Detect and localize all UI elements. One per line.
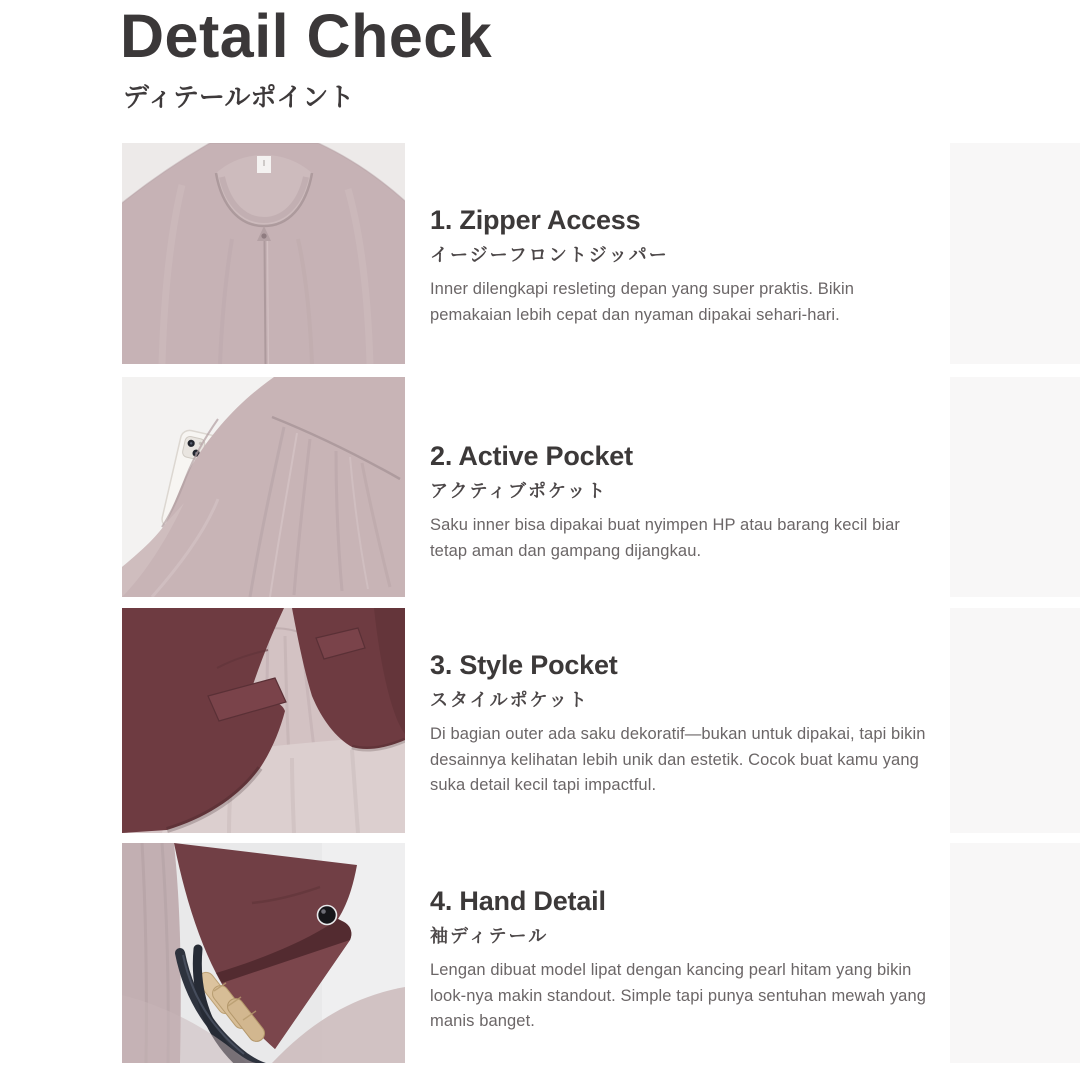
right-edge-strip [950, 377, 1080, 597]
section-heading-japanese: アクティブポケット [430, 481, 608, 502]
section-heading: 2. Active Pocket [430, 441, 633, 471]
right-edge-strip [950, 843, 1080, 1063]
section-description: Di bagian outer ada saku dekoratif—bukan untuk dipakai, tapi bikin desainnya kelihatan lebih unik dan estetik. Cocok buat kamu yang suka detail kecil tapi impactful. [430, 725, 926, 794]
page-subtitle-japanese: ディテールポイント [123, 83, 355, 113]
section-heading: 1. Zipper Access [430, 205, 641, 235]
section-heading-japanese: 袖ディテール [430, 926, 549, 947]
pearl-button [318, 906, 337, 925]
section-heading-japanese: イージーフロントジッパー [430, 245, 669, 266]
section-heading: 3. Style Pocket [430, 650, 618, 680]
right-edge-strip [950, 608, 1080, 833]
photo-zipper-access [122, 143, 405, 364]
section-style-pocket [430, 648, 932, 799]
photo-hand-detail [122, 843, 405, 1063]
section-description: Inner dilengkapi resleting depan yang super praktis. Bikin pemakaian lebih cepat dan nyaman dipakai sehari-hari. [430, 280, 855, 324]
section-heading: 4. Hand Detail [430, 886, 606, 916]
section-heading-japanese: スタイルポケット [430, 690, 589, 711]
page-title: Detail Check [120, 2, 493, 70]
section-active-pocket [430, 439, 932, 564]
section-description: Saku inner bisa dipakai buat nyimpen HP atau barang kecil biar tetap aman dan gampang dijangkau. [430, 516, 901, 560]
section-description: Lengan dibuat model lipat dengan kancing pearl hitam yang bikin look-nya makin standout. Simple tapi punya sentuhan mewah yang manis banget. [430, 961, 926, 1030]
photo-style-pocket [122, 608, 405, 833]
right-edge-strip [950, 143, 1080, 364]
photo-active-pocket [122, 377, 405, 597]
section-hand-detail [430, 884, 932, 1035]
section-zipper-access [430, 203, 932, 328]
